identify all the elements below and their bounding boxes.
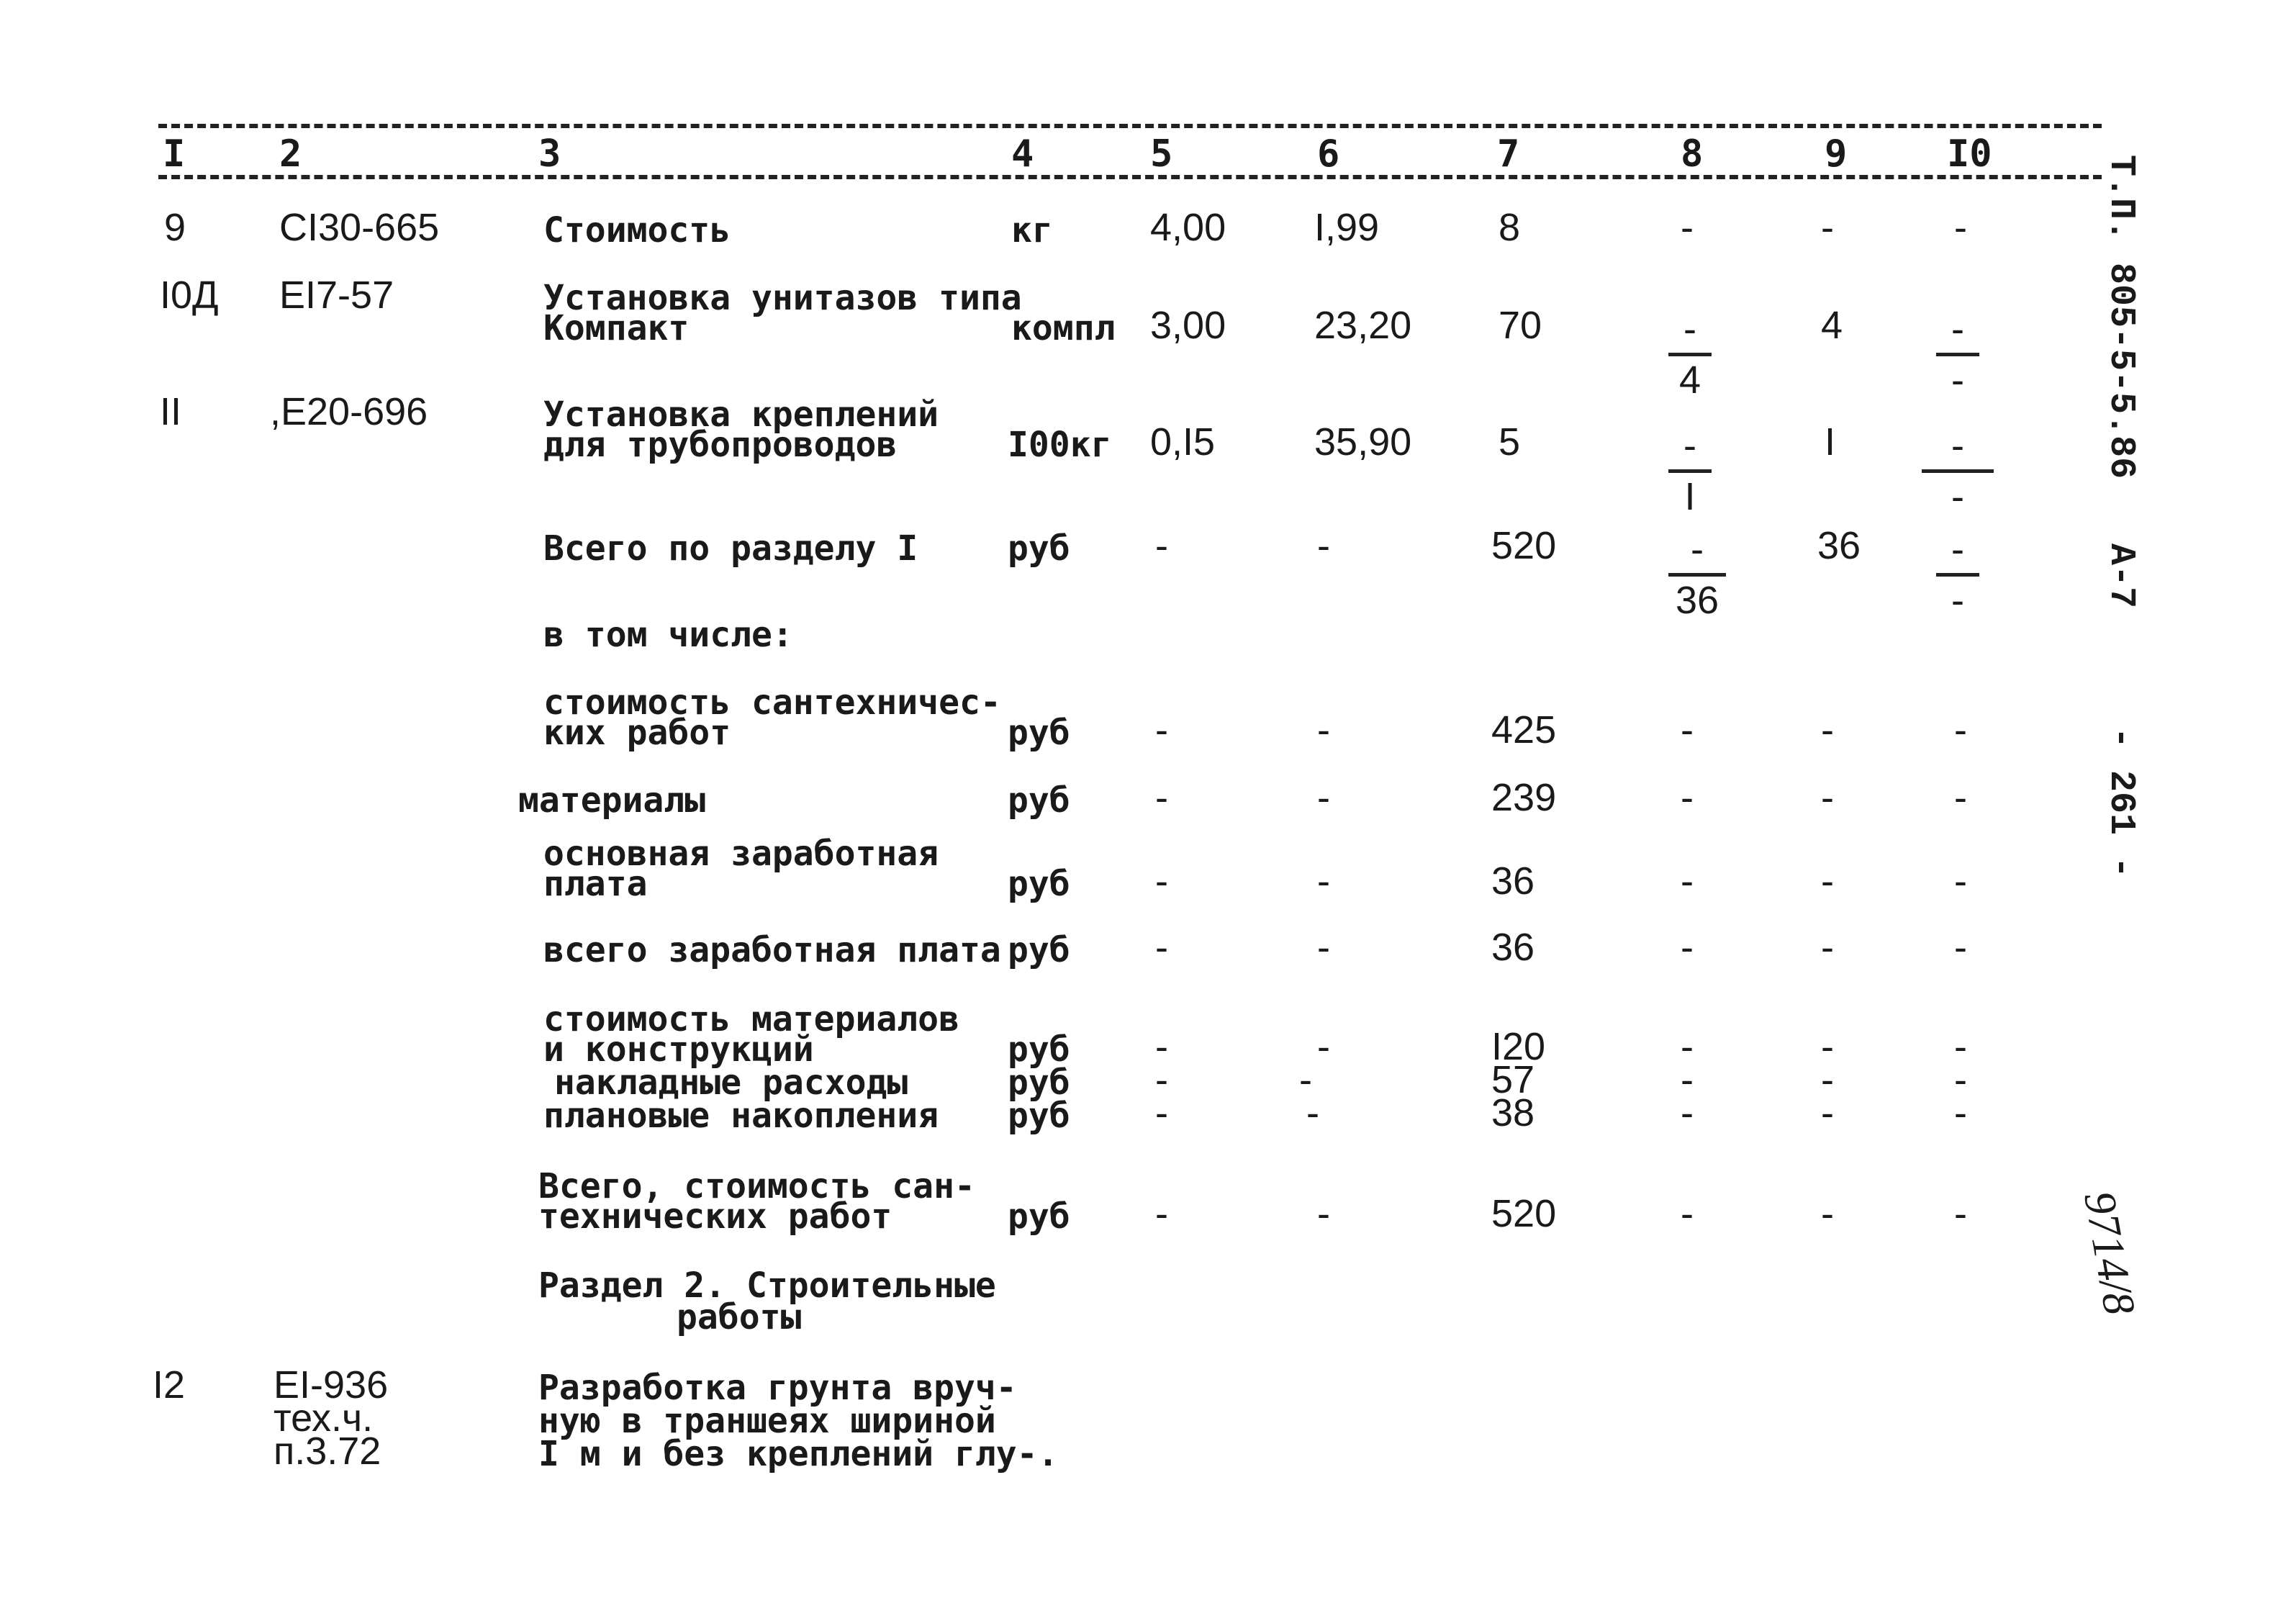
base-wage-c9: - bbox=[1821, 859, 1834, 903]
section-1-total-c5: - bbox=[1155, 524, 1168, 567]
row-10-c10-top: - bbox=[1951, 307, 1964, 351]
planned-savings-c5: - bbox=[1155, 1091, 1168, 1134]
col-header-2: 2 bbox=[279, 132, 302, 176]
row-9-number: 9 bbox=[164, 206, 186, 249]
section-1-total-c8-fraction bbox=[1668, 530, 1726, 620]
total-wage-c5: - bbox=[1155, 926, 1168, 969]
overhead-c7: 57 bbox=[1491, 1058, 1535, 1101]
section-1-total-unit: руб bbox=[1008, 528, 1070, 569]
plumbing-cost-unit: руб bbox=[1008, 713, 1070, 753]
fraction-bar bbox=[1936, 573, 1979, 577]
row-11-c5: 0,I5 bbox=[1150, 420, 1216, 464]
row-10-unit: компл bbox=[1011, 308, 1116, 348]
grand-total-c6: - bbox=[1317, 1192, 1330, 1235]
materials-structures-c8: - bbox=[1681, 1025, 1694, 1068]
including-label: в том числе: bbox=[543, 615, 793, 655]
section-1-total-c8-top: - bbox=[1691, 528, 1704, 571]
total-wage-c6: - bbox=[1317, 926, 1330, 969]
section-1-total-c10-top: - bbox=[1951, 528, 1964, 571]
col-header-10: I0 bbox=[1947, 132, 1992, 176]
grand-total-line1: Всего, стоимость сан- bbox=[538, 1166, 975, 1206]
materials-structures-c6: - bbox=[1317, 1025, 1330, 1068]
row-9-c8: - bbox=[1681, 206, 1694, 249]
overhead-c5: - bbox=[1155, 1058, 1168, 1101]
base-wage-c8: - bbox=[1681, 859, 1694, 903]
col-header-4: 4 bbox=[1011, 132, 1034, 176]
total-wage-c10: - bbox=[1954, 926, 1967, 969]
row-11-c8-top: - bbox=[1683, 424, 1696, 467]
section-1-total-c9: 36 bbox=[1817, 524, 1861, 567]
plumbing-cost-c8: - bbox=[1681, 708, 1694, 751]
col-header-8: 8 bbox=[1681, 132, 1704, 176]
row-11-c7: 5 bbox=[1499, 420, 1521, 464]
row-9-unit: кг bbox=[1011, 210, 1053, 250]
planned-savings-label: плановые накопления bbox=[543, 1096, 939, 1136]
overhead-c8: - bbox=[1681, 1058, 1694, 1101]
planned-savings-c8: - bbox=[1681, 1091, 1694, 1134]
section-1-total-label: Всего по разделу I bbox=[543, 528, 918, 569]
plumbing-cost-c7: 425 bbox=[1491, 708, 1557, 751]
row-10-code: EI7-57 bbox=[279, 274, 394, 317]
fraction-bar bbox=[1922, 469, 1994, 473]
row-10-c6: 23,20 bbox=[1314, 304, 1412, 347]
row-12-desc-line2: ную в траншеях шириной bbox=[538, 1401, 996, 1441]
section-1-total-c8-bottom: 36 bbox=[1675, 579, 1719, 622]
row-9-c5: 4,00 bbox=[1150, 206, 1226, 249]
row-9-c9: - bbox=[1821, 206, 1834, 249]
row-11-code: ,E20-696 bbox=[270, 390, 428, 433]
col-header-3: 3 bbox=[538, 132, 561, 176]
materials-c10: - bbox=[1954, 776, 1967, 819]
overhead-c10: - bbox=[1954, 1058, 1967, 1101]
row-12-code-line3: п.3.72 bbox=[274, 1430, 381, 1473]
materials-structures-line1: стоимость материалов bbox=[543, 999, 959, 1039]
overhead-label: накладные расходы bbox=[554, 1062, 908, 1103]
section-1-total-c7: 520 bbox=[1491, 524, 1557, 567]
grand-total-c7: 520 bbox=[1491, 1192, 1557, 1235]
row-11-desc-line2: для трубопроводов bbox=[543, 425, 898, 465]
margin-doc-ref: Т.П. 805-5-5.86 bbox=[2100, 155, 2141, 479]
base-wage-c5: - bbox=[1155, 859, 1168, 903]
base-wage-c7: 36 bbox=[1491, 859, 1535, 903]
col-header-1: I bbox=[163, 132, 186, 176]
row-9-c7: 8 bbox=[1499, 206, 1521, 249]
total-wage-label: всего заработная плата bbox=[543, 930, 1001, 970]
total-wage-unit: руб bbox=[1008, 930, 1070, 970]
plumbing-cost-c10: - bbox=[1954, 708, 1967, 751]
row-10-c7: 70 bbox=[1499, 304, 1542, 347]
row-11-c10-bottom: - bbox=[1951, 475, 1964, 518]
overhead-unit: руб bbox=[1008, 1062, 1070, 1103]
col-header-5: 5 bbox=[1150, 132, 1173, 176]
materials-unit: руб bbox=[1008, 780, 1070, 821]
table-top-rule bbox=[158, 124, 2102, 128]
materials-c7: 239 bbox=[1491, 776, 1557, 819]
planned-savings-c6: - bbox=[1306, 1091, 1319, 1134]
plumbing-cost-line1: стоимость сантехничес- bbox=[543, 682, 1001, 723]
row-10-c5: 3,00 bbox=[1150, 304, 1226, 347]
materials-structures-c7: I20 bbox=[1491, 1025, 1546, 1068]
planned-savings-c10: - bbox=[1954, 1091, 1967, 1134]
row-11-c9: I bbox=[1825, 420, 1836, 464]
row-11-c6: 35,90 bbox=[1314, 420, 1412, 464]
row-10-desc-line1: Установка унитазов типа bbox=[543, 278, 1022, 318]
row-10-c9: 4 bbox=[1821, 304, 1843, 347]
overhead-c9: - bbox=[1821, 1058, 1834, 1101]
materials-structures-c5: - bbox=[1155, 1025, 1168, 1068]
grand-total-c10: - bbox=[1954, 1192, 1967, 1235]
planned-savings-c7: 38 bbox=[1491, 1091, 1535, 1134]
row-11-unit: I00кг bbox=[1008, 425, 1112, 465]
row-9-desc: Стоимость bbox=[543, 210, 731, 250]
materials-label: материалы bbox=[518, 780, 706, 821]
plumbing-cost-c6: - bbox=[1317, 708, 1330, 751]
base-wage-c10: - bbox=[1954, 859, 1967, 903]
col-header-6: 6 bbox=[1317, 132, 1340, 176]
row-11-desc-line1: Установка креплений bbox=[543, 394, 939, 435]
row-12-desc-line1: Разработка грунта вруч- bbox=[538, 1368, 1017, 1408]
row-11-c8-fraction bbox=[1668, 426, 1712, 516]
row-11-number: II bbox=[160, 390, 182, 433]
row-9-c6: I,99 bbox=[1314, 206, 1380, 249]
header-bottom-rule bbox=[158, 175, 2102, 179]
section-1-total-c10-fraction bbox=[1936, 530, 1979, 620]
row-11-c10-top: - bbox=[1951, 424, 1964, 467]
section-2-title-line1: Раздел 2. Строительные bbox=[538, 1265, 996, 1306]
total-wage-c8: - bbox=[1681, 926, 1694, 969]
fraction-bar bbox=[1668, 353, 1712, 356]
row-10-c8-top: - bbox=[1683, 307, 1696, 351]
planned-savings-unit: руб bbox=[1008, 1096, 1070, 1136]
margin-album: А-7 bbox=[2100, 543, 2141, 609]
row-9-code: CI30-665 bbox=[279, 206, 440, 249]
materials-c5: - bbox=[1155, 776, 1168, 819]
fraction-bar bbox=[1668, 573, 1726, 577]
row-11-c10-fraction bbox=[1922, 426, 1994, 516]
fraction-bar bbox=[1936, 353, 1979, 356]
row-9-c10: - bbox=[1954, 206, 1967, 249]
total-wage-c9: - bbox=[1821, 926, 1834, 969]
grand-total-c9: - bbox=[1821, 1192, 1834, 1235]
row-12-code-line2: тех.ч. bbox=[274, 1396, 374, 1440]
row-10-desc-line2: Компакт bbox=[543, 308, 690, 348]
base-wage-line2: плата bbox=[543, 864, 648, 904]
col-header-9: 9 bbox=[1825, 132, 1848, 176]
row-12-code-line1: EI-936 bbox=[274, 1363, 389, 1407]
margin-page-number: - 261 - bbox=[2100, 727, 2141, 879]
plumbing-cost-c5: - bbox=[1155, 708, 1168, 751]
materials-structures-c9: - bbox=[1821, 1025, 1834, 1068]
base-wage-unit: руб bbox=[1008, 864, 1070, 904]
grand-total-c5: - bbox=[1155, 1192, 1168, 1235]
row-10-c10-fraction bbox=[1936, 307, 1979, 402]
total-wage-c7: 36 bbox=[1491, 926, 1535, 969]
section-1-total-c10-bottom: - bbox=[1951, 579, 1964, 622]
materials-structures-unit: руб bbox=[1008, 1029, 1070, 1070]
overhead-c6: - bbox=[1299, 1058, 1312, 1101]
row-12-number: I2 bbox=[153, 1363, 186, 1407]
row-10-c10-bottom: - bbox=[1951, 358, 1964, 402]
row-10-c8-bottom: 4 bbox=[1678, 358, 1701, 402]
grand-total-unit: руб bbox=[1008, 1196, 1070, 1237]
materials-c9: - bbox=[1821, 776, 1834, 819]
plumbing-cost-line2: ких работ bbox=[543, 713, 731, 753]
col-header-7: 7 bbox=[1497, 132, 1520, 176]
row-11-c8-bottom: I bbox=[1684, 475, 1696, 518]
section-1-total-c6: - bbox=[1317, 524, 1330, 567]
base-wage-line1: основная заработная bbox=[543, 834, 939, 874]
base-wage-c6: - bbox=[1317, 859, 1330, 903]
row-10-number: I0Д bbox=[160, 274, 219, 317]
grand-total-c8: - bbox=[1681, 1192, 1694, 1235]
materials-structures-line2: и конструкций bbox=[543, 1029, 814, 1070]
planned-savings-c9: - bbox=[1821, 1091, 1834, 1134]
materials-structures-c10: - bbox=[1954, 1025, 1967, 1068]
section-2-title-line2: работы bbox=[677, 1297, 802, 1337]
plumbing-cost-c9: - bbox=[1821, 708, 1834, 751]
row-10-c8-fraction bbox=[1668, 307, 1712, 402]
row-12-desc-line3: I м и без креплений глу-. bbox=[538, 1434, 1059, 1474]
materials-c8: - bbox=[1681, 776, 1694, 819]
grand-total-line2: технических работ bbox=[538, 1196, 892, 1237]
margin-sheet-number: 9714/8 bbox=[2074, 1188, 2144, 1319]
fraction-bar bbox=[1668, 469, 1712, 473]
materials-c6: - bbox=[1317, 776, 1330, 819]
